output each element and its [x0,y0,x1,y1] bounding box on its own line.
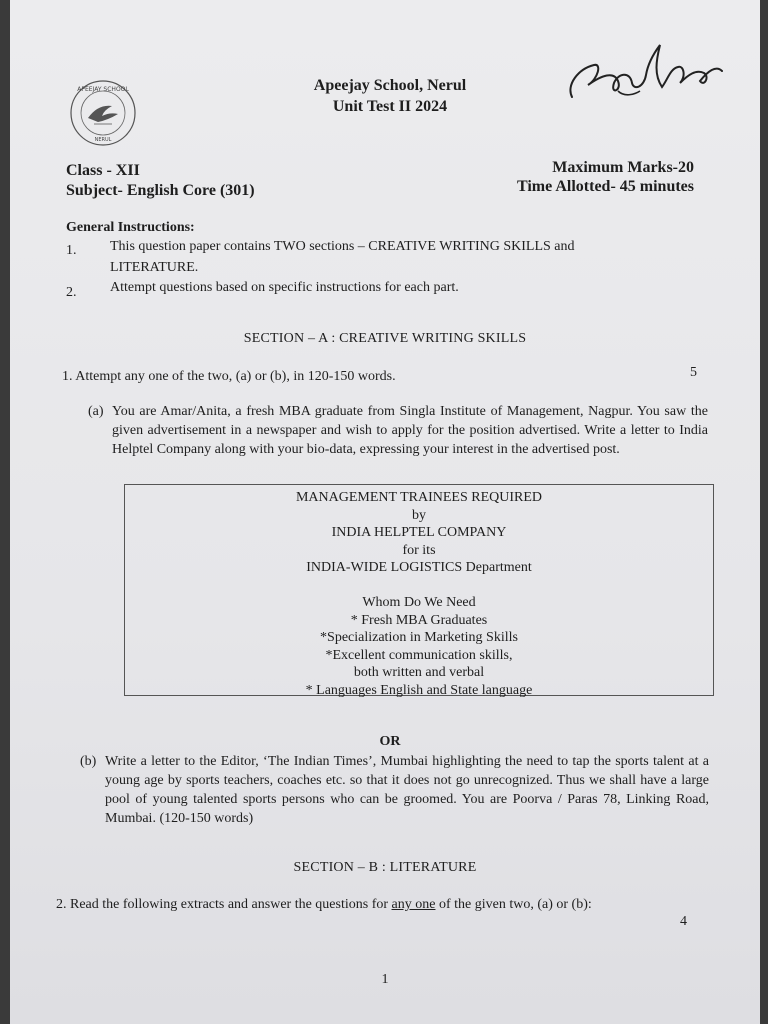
option-a-label: (a) [88,404,104,419]
ad-line: INDIA HELPTEL COMPANY [331,525,507,540]
ad-line: * Fresh MBA Graduates [350,612,488,628]
ad-line: MANAGEMENT TRAINEES REQUIRED [295,490,543,505]
page-number: 1 [381,972,389,987]
ad-line: both written and verbal [353,665,485,680]
question-2-text: 2. Read the following extracts and answer the questions for [56,897,392,912]
instruction-text-cont: LITERATURE. [110,260,199,275]
option-b-label: (b) [80,754,97,769]
svg-text:NERUL: NERUL [94,137,112,143]
instruction-text: This question paper contains TWO sections – CREATIVE WRITING SKILLS and [110,239,575,254]
ad-line: Whom Do We Need [362,595,476,610]
question-2-emphasis: any one [391,897,436,912]
question-1: 1. Attempt any one of the two, (a) or (b), in 120-150 words. [62,369,396,384]
max-marks-label: Maximum Marks-20 [552,159,694,176]
ad-line: INDIA-WIDE LOGISTICS Department [306,560,532,575]
ad-line: for its [402,542,436,558]
test-name: Unit Test II 2024 [332,98,448,115]
instructions-title: General Instructions: [66,220,195,235]
class-label: Class - XII [66,162,140,179]
section-b-title: SECTION – B : LITERATURE [293,860,477,875]
question-2 [56,895,592,914]
ad-line [125,577,713,595]
instruction-text: Attempt questions based on specific instructions for each part. [110,280,459,295]
ad-line: *Specialization in Marketing Skills [320,630,518,645]
or-separator: OR [379,734,401,749]
instruction-number: 1. [66,243,77,258]
ad-line: * Languages English and State language [305,682,533,698]
option-a-text: You are Amar/Anita, a fresh MBA graduate from Singla Institute of Management, Nagpur. You saw the given advertisement in a newspaper and wish to apply for the position advertised. Write a letter to India Helptel Company along with your bio-data, expressing your interest in the advertised post. [112,404,708,457]
question-2-text-end: of the given two, (a) or (b): [435,897,592,912]
ad-line: *Excellent communication skills, [325,647,513,663]
option-b-text: Write a letter to the Editor, ‘The Indian Times’, Mumbai highlighting the need to tap the sports talent at a young age by sports teachers, coaches etc. so that it does not go unrecognized. Thus we shall have a large pool of young talented sports persons who can be groomed. You are Poorva / Paras 78, Linking Road, Mumbai. (120-150 words) [105,754,709,826]
ad-line: by [412,507,426,523]
exam-page [10,0,760,1024]
subject-label: Subject- English Core (301) [66,182,255,199]
time-allotted-label: Time Allotted- 45 minutes [516,178,694,195]
section-a-title: SECTION – A : CREATIVE WRITING SKILLS [243,331,527,346]
svg-text:APEEJAY SCHOOL: APEEJAY SCHOOL [77,86,129,93]
school-name: Apeejay School, Nerul [313,77,467,94]
question-2-marks: 4 [680,914,687,929]
instruction-number: 2. [66,285,77,300]
question-1-marks: 5 [690,365,697,380]
advertisement-box [124,484,714,696]
